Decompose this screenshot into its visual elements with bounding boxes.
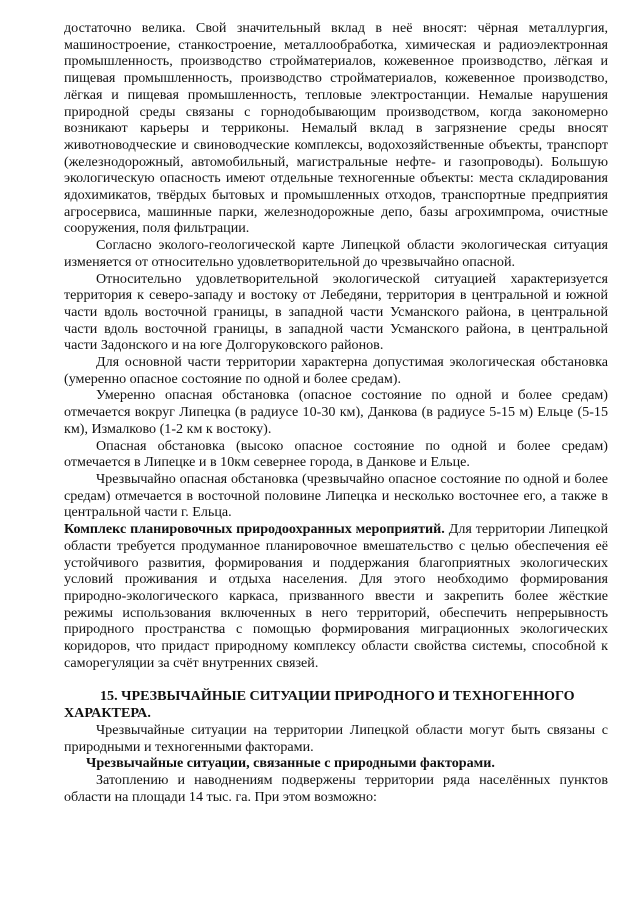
paragraph-industry-sources: достаточно велика. Свой значительный вклад в неё вносят: чёрная металлургия, машиностроение, станкостроение, металлообработка, химическая и радиоэлектронная промышленность, производство стройматериалов, кожевенное производство, лёгкая и пищевая промышленность, производство стройматериалов, кожевенное производство, лёгкая и пищевая промышленность, тепловые электростанции. Немалые нарушения природной среды связаны с горнодобывающим производством, когда закономерно возникают карьеры и терриконы. Немалый вклад в загрязнение среды вносят животноводческие и свиноводческие комплексы, водохозяйственные объекты, транспорт (железнодорожный, автомобильный, магистральные нефте- и газопроводы). Большую экологическую опасность имеют отдельные техногенные объекты: места складирования ядохимикатов, твёрдых бытовых и промышленных отходов, транспортные предприятия агросервиса, машинные парки, железнодорожные депо, базы агрохимпрома, очистные сооружения, поля фильтрации. <box>64 20 608 237</box>
paragraph-moderately-dangerous: Умеренно опасная обстановка (опасное состояние по одной и более средам) отмечается вокруг Липецка (в радиусе 10-30 км), Данкова (в радиусе 5-15 м) Ельце (5-15 км), Измалково (1-2 км к востоку). <box>64 387 608 437</box>
paragraph-planning-measures <box>64 521 608 671</box>
paragraph-satisfactory-situation: Относительно удовлетворительной экологической ситуацией характеризуется территория к северо-западу и востоку от Лебедяни, территория в центральной и южной части вдоль восточной границы, в западной части Усманского района, в центральной части вдоль восточной границы, в западной части Усманского района, в центральной части Задонского и на юге Долгоруковского районов. <box>64 270 608 354</box>
planning-measures-text: Для территории Липецкой области требуется продуманное планировочное вмешательство с целью обеспечения её устойчивого развития, формирования и поддержания благоприятных экологических условий проживания и отдыха населения. Для этого необходимо формирования природно-экологического каркаса, призванного ввести и закрепить более жёсткие режимы использования включенных в него территорий, обеспечить непрерывность природного пространства с помощью формирования миграционных экологических коридоров, что придаст природному комплексу области свойства системы, способной к саморегуляции за счёт внутренних связей. <box>64 521 608 671</box>
paragraph-eco-geological-map: Согласно эколого-геологической карте Липецкой области экологическая ситуация изменяется от относительно удовлетворительной до чрезвычайно опасной. <box>64 237 608 270</box>
paragraph-dangerous: Опасная обстановка (высоко опасное состояние по одной и более средам) отмечается в Липецке и в 10км севернее города, в Данкове и Ельце. <box>64 437 608 471</box>
paragraph-acceptable-situation: Для основной части территории характерна допустимая экологическая обстановка (умеренно опасное состояние по одной и более средам). <box>64 354 608 387</box>
paragraph-flooding: Затоплению и наводнениям подвержены территории ряда населённых пунктов области на площади 14 тыс. га. При этом возможно: <box>64 771 608 805</box>
paragraph-extremely-dangerous: Чрезвычайно опасная обстановка (чрезвычайно опасное состояние по одной и более средам) отмечается в восточной половине Липецка и несколько восточнее его, а также в центральной части г. Ельца. <box>64 470 608 521</box>
section-heading-emergencies: 15. ЧРЕЗВЫЧАЙНЫЕ СИТУАЦИИ ПРИРОДНОГО И ТЕХНОГЕННОГО ХАРАКТЕРА. <box>64 688 575 722</box>
subheading-natural-factors: Чрезвычайные ситуации, связанные с природными факторами. <box>86 755 495 772</box>
paragraph-emergencies-intro: Чрезвычайные ситуации на территории Липецкой области могут быть связаны с природными и техногенными факторами. <box>64 721 608 755</box>
planning-measures-heading: Комплекс планировочных природоохранных мероприятий. <box>64 521 445 538</box>
